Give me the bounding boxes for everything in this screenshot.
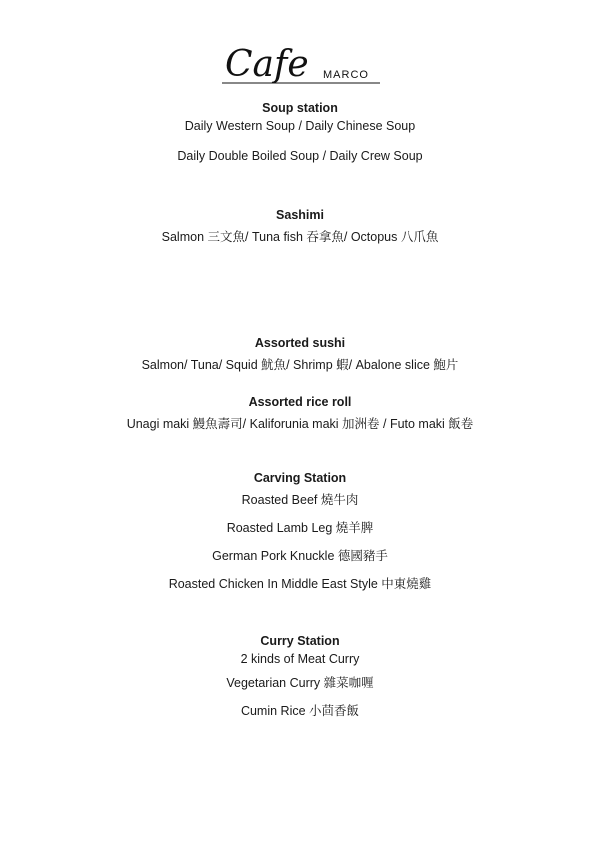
- assorted-sushi-heading: Assorted sushi: [254, 336, 346, 350]
- carving-item: Roasted Lamb Leg 燒羊脾: [226, 521, 374, 535]
- sashimi-item: Salmon 三文魚/ Tuna fish 吞拿魚/ Octopus 八爪魚: [161, 230, 439, 244]
- assorted-rice-roll-heading: Assorted rice roll: [248, 395, 352, 409]
- carving-item: German Pork Knuckle 德國豬手: [212, 549, 388, 563]
- soup-item: Daily Double Boiled Soup / Daily Crew Soup: [177, 149, 423, 163]
- carving-item: Roasted Chicken In Middle East Style 中東燒雞: [168, 577, 432, 591]
- cafe-marco-logo: [220, 38, 385, 88]
- curry-station-heading: Curry Station: [260, 634, 340, 648]
- sushi-item: Salmon/ Tuna/ Squid 魷魚/ Shrimp 蝦/ Abalone slice 鮑片: [141, 358, 459, 372]
- carving-item: Roasted Beef 燒牛肉: [241, 493, 359, 507]
- sashimi-heading: Sashimi: [276, 208, 324, 222]
- soup-item: Daily Western Soup / Daily Chinese Soup: [184, 119, 416, 133]
- curry-item: 2 kinds of Meat Curry: [240, 652, 360, 666]
- soup-station-heading: Soup station: [262, 101, 338, 115]
- carving-station-heading: Carving Station: [253, 471, 347, 485]
- logo-name-text: MARCO: [323, 69, 369, 81]
- curry-item: Vegetarian Curry 雜菜咖喱: [226, 676, 374, 690]
- curry-item: Cumin Rice 小茴香飯: [240, 704, 360, 718]
- rice-roll-item: Unagi maki 鰻魚壽司/ Kaliforunia maki 加洲卷 / Futo maki 飯卷: [126, 417, 474, 431]
- logo-script-text: Cafe: [225, 44, 309, 85]
